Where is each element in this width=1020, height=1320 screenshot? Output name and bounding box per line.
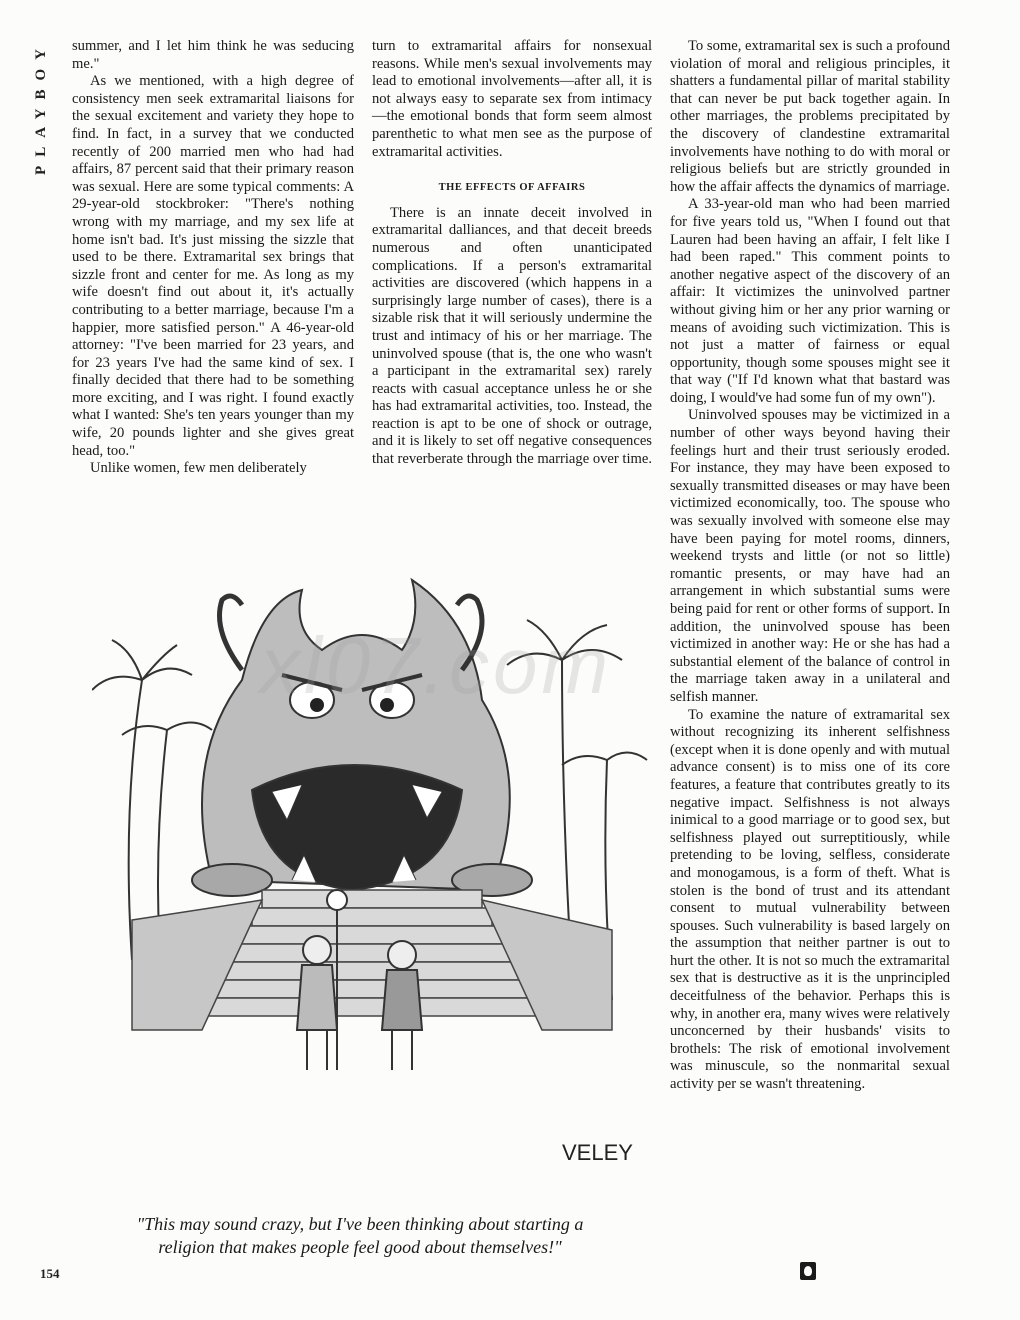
- paragraph: Uninvolved spouses may be victimized in a number of other ways beyond having their feelings hurt and their trust seriously eroded. For instance, they may have been exposed to sexually transmitted diseases or may have been victimized economically, too. The spouse who was sexually involved with someone else may have been paying for motel rooms, dinners, weekend trysts and little (or not so little) romantic presents, or may have had an arrangement in which substantial sums were being paid for rent or other forms of support. In addition, the uninvolved spouse has been victimized in another way: He or she has had a substantial element of the balance of control in the marriage taken away in a unilateral and selfish manner.: [670, 407, 950, 705]
- paragraph: To examine the nature of extramarital sex without recognizing its inherent selfishness (except when it is done openly and with mutual advance consent) is to miss one of its core features, a feature that contributes greatly to its negative impact. Selfishness is not always inimical to a good marriage or to good sex, but selfishness played out surreptitiously, while pretending to be loving, selfless, considerate and monogamous, is a form of theft. What is stolen is the bond of trust and its attendant consent to mutual vulnerability between spouses. Such vulnerability is based largely on the assumption that neither partner is out to hurt the other. It is not so much the extramarital sex that is destructive as it is the unprincipled deceitfulness of the behavior. Perhaps this is why, in another era, many wives were relatively unconcerned by their husbands' visits to brothels: The risk of emotional involvement was minuscule, so the nonmarital sexual activity per se wasn't threatening.: [670, 706, 950, 1093]
- cartoon-caption: "This may sound crazy, but I've been thinking about starting a religion that makes people feel good about themselves!": [136, 1214, 584, 1257]
- paragraph: turn to extramarital affairs for nonsexual reasons. While men's sexual involvements may lead to emotional involvements—after all, it is not always easy to separate sex from intimacy—the emotional bonds that form seem almost parenthetic to what men see as the purpose of extramarital activities.: [372, 38, 652, 160]
- section-subhead: THE EFFECTS OF AFFAIRS: [438, 182, 586, 194]
- running-head: PLAYBOY: [33, 40, 49, 175]
- page-number: 154: [40, 1266, 60, 1281]
- paragraph: summer, and I let him think he was seducing me.": [72, 38, 354, 72]
- watermark-text: xl07.com: [260, 621, 613, 710]
- cartoon-signature: VELEY: [562, 1140, 633, 1165]
- text-column-2: [372, 38, 652, 469]
- paragraph: There is an innate deceit involved in extramarital dalliances, and that deceit breeds numerous and often unanticipated complications. If a person's extramarital activities are discovered (which happens in a surprisingly large number of cases), there is a sizable risk that it will seriously undermine the trust and intimacy of his or her marriage. The uninvolved spouse (that is, the one who wasn't a participant in the extramarital sex) rarely reacts with casual acceptance unless he or she has had extramarital activities, too. Instead, the reaction is apt to be one of shock or outrage, and it is likely to set off negative consequences that reverberate through the marriage over time.: [372, 204, 652, 468]
- paragraph: A 33-year-old man who had been married for five years told us, "When I found out that Lauren had been having an affair, I felt like I had been raped." This comment points to another negative aspect of the discovery of an affair: It victimizes the uninvolved partner without giving him or her any prior warning or means of avoiding such victimization. This is not just a matter of fairness or equal opportunity, though some spouses might see it that way ("If I'd known what that bastard was doing, I would've had some fun of my own").: [670, 196, 950, 406]
- rabbit-logo-icon: [800, 1262, 816, 1280]
- text-column-1: [72, 38, 354, 478]
- paragraph: As we mentioned, with a high degree of consistency men seek extramarital liaisons for the sexual excitement and variety they hope to find. In fact, in a survey that we conducted recently of 200 married men who had had affairs, 87 percent said that their primary reason was sexual. Here are some typical comments: A 29-year-old stockbroker: "There's nothing wrong with my marriage, and my sex life at home isn't bad. It's just missing the sizzle that used to be there. Extramarital sex brings that sizzle front and center for me. As long as my wife doesn't find out about it, it's actually contributing to a better marriage, because I'm a happier, more satisfied person." A 46-year-old attorney: "I've been married for 23 years, and for 23 years I've had the same kind of sex. I finally decided that there had to be something more exciting, and I was right. I found exactly what I wanted: She's ten years younger than my wife, 20 pounds lighter and she gives great head, too.": [72, 73, 354, 459]
- text-column-3: [670, 38, 950, 1094]
- paragraph: To some, extramarital sex is such a profound violation of moral and religious principles, it shatters a fundamental pillar of marital stability that can never be put back together again. In other marriages, the problems precipitated by the discovery of clandestine extramarital involvements have nothing to do with moral or religious beliefs but are strictly grounded in how the affair affects the dynamics of marriage.: [670, 38, 950, 195]
- paragraph: Unlike women, few men deliberately: [90, 460, 307, 477]
